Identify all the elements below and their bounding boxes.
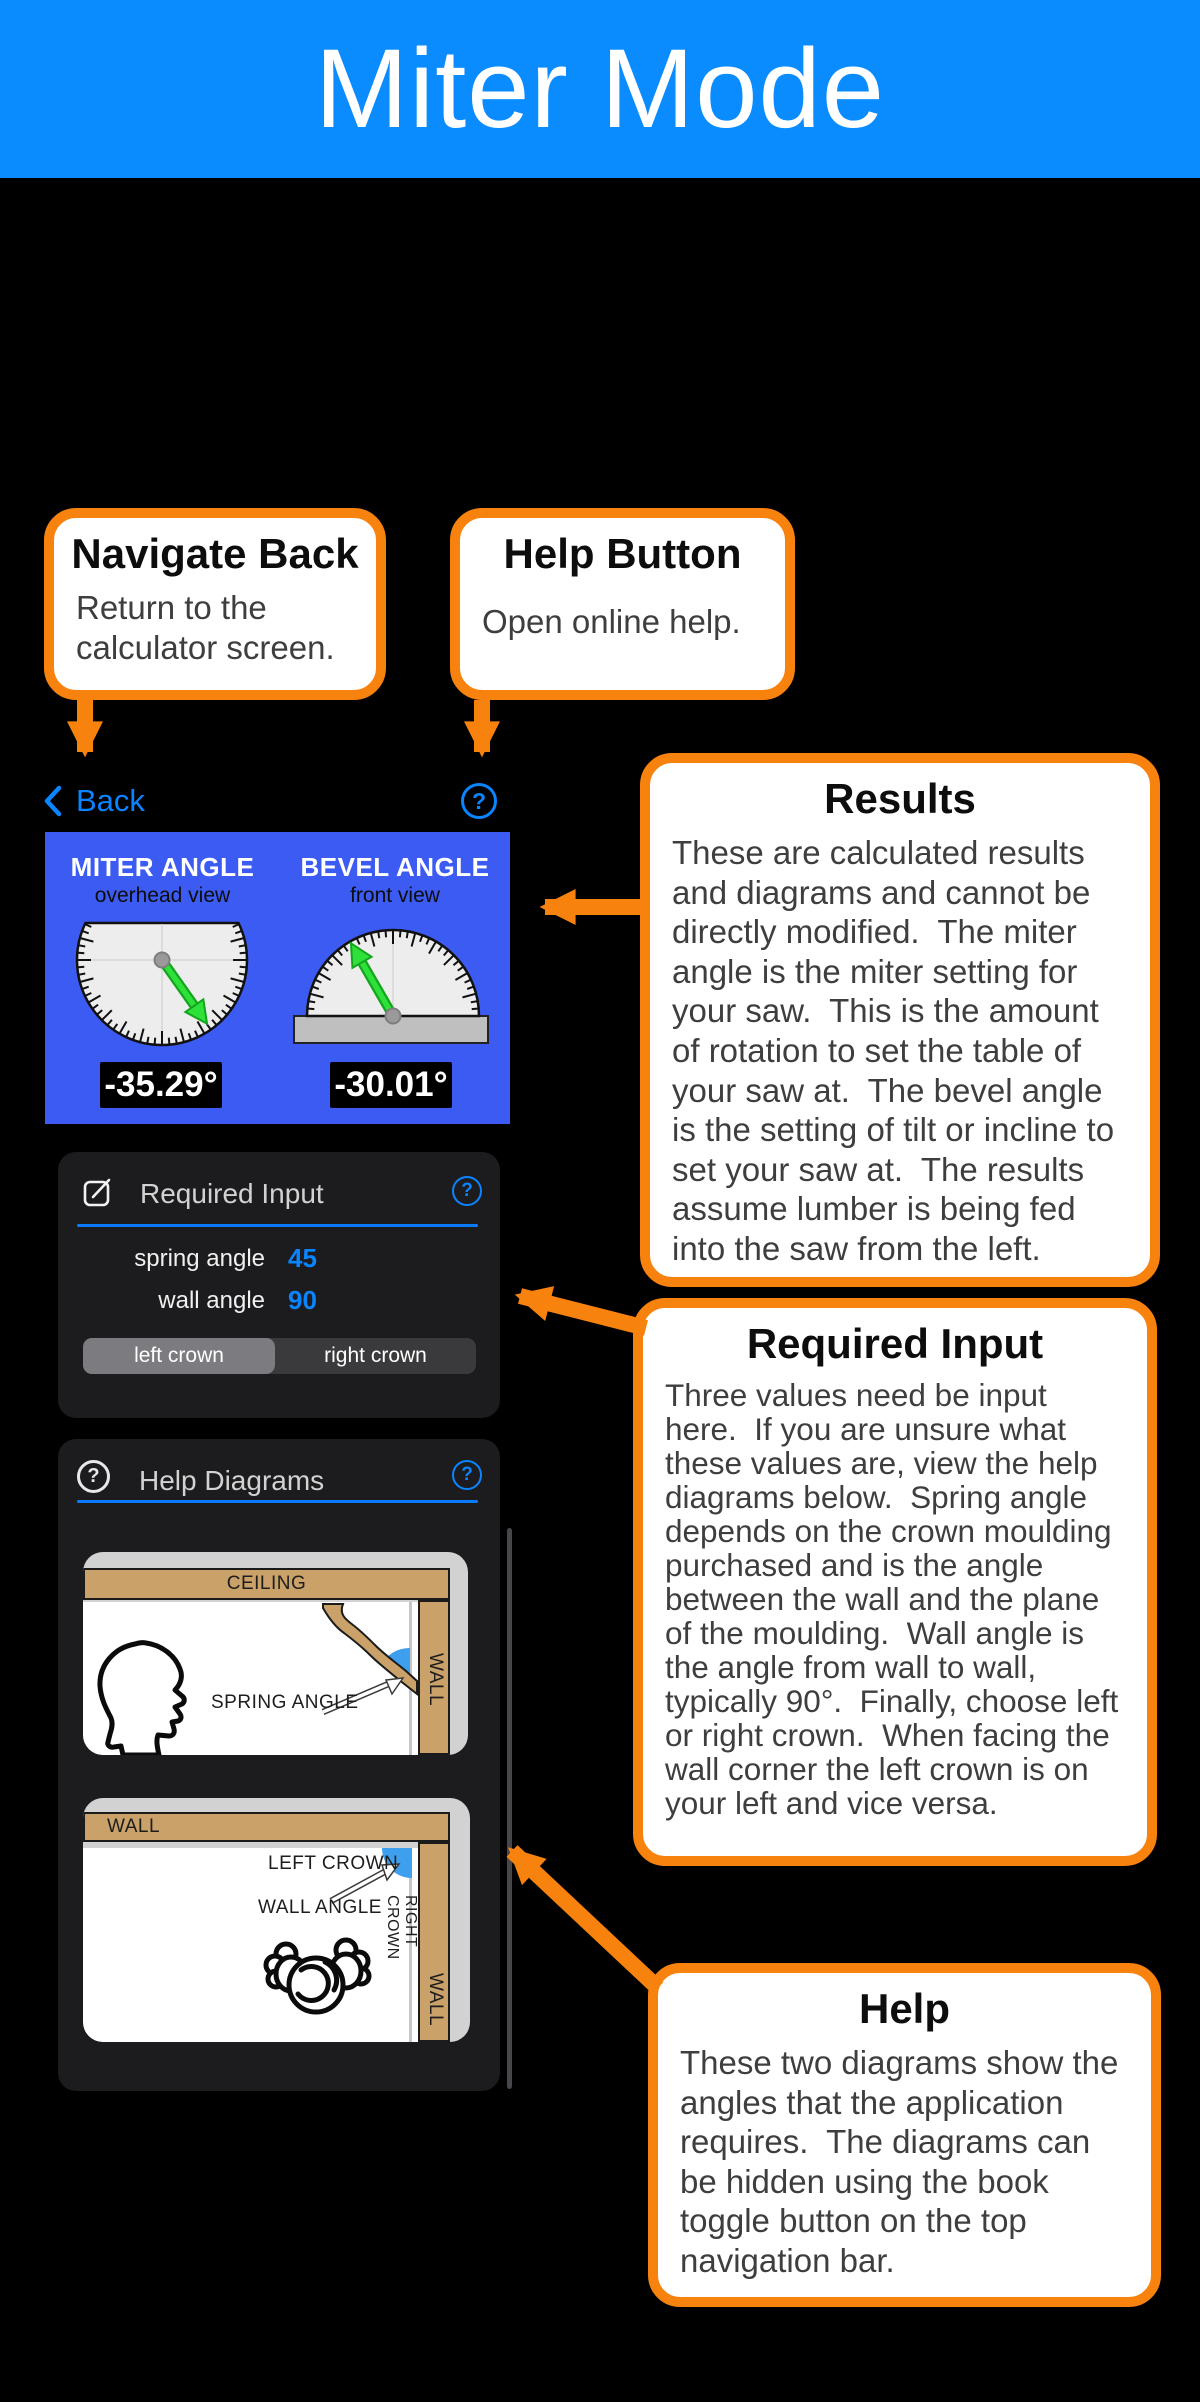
back-button[interactable] [42,782,172,822]
spring-angle-diagram [83,1552,468,1755]
arrow-help-diagrams [512,1851,658,1988]
panel-title: Help Diagrams [139,1465,325,1496]
divider [77,1224,478,1227]
wall-top-label: WALL [107,1816,161,1837]
spring-angle-value[interactable]: 45 [288,1243,317,1273]
wall-label: WALL [425,1653,446,1707]
help-diagrams-icon: ? [77,1460,110,1493]
callout-help [648,1963,1161,2307]
bevel-angle-value: -30.01° [330,1062,452,1108]
back-button-label: Back [76,783,145,818]
left-crown-label: LEFT CROWN [268,1853,399,1874]
wall-angle-label: WALL ANGLE [258,1897,382,1918]
callout-title: Required Input [746,1320,1044,1367]
title-banner [0,0,1200,178]
callout-help-button [450,508,795,700]
callout-body: Three values need be input here. If you are unsure what these values are, view the help diagrams below. Spring angle depends on the crown moulding purchased and is the angle between the wall and the plane of the moulding. Wall angle is the angle from wall to wall, typically 90°. Finally, choose left or right crown. When facing the wall corner the left crown is on your left and vice versa. [665,1377,1127,1822]
callout-title: Help [858,1985,950,2032]
bevel-angle-title: BEVEL ANGLE [300,852,490,882]
panel-help-icon[interactable]: ? [452,1176,482,1206]
callout-body: Return to the calculator screen. [76,589,335,666]
arrow-required-input [520,1296,646,1328]
scrollbar[interactable] [507,1528,512,2089]
spring-angle-annotation: SPRING ANGLE [211,1692,359,1713]
callout-body: These two diagrams show the angles that the application requires. The diagrams can be hidden using the book toggle button on the top navigation bar. [680,2044,1128,2280]
miter-angle-value: -35.29° [100,1062,222,1108]
miter-angle-subtitle: overhead view [94,884,231,907]
compose-icon [82,1176,114,1208]
spring-diagram-drawing [83,1552,468,1755]
bevel-angle-subtitle: front view [350,884,440,907]
wall-angle-label: wall angle [158,1287,265,1314]
spring-angle-label: spring angle [134,1245,265,1272]
callout-title: Results [824,775,976,822]
nav-help-icon[interactable]: ? [461,783,497,819]
crown-segmented-control [83,1338,476,1374]
panel-title: Required Input [140,1178,324,1209]
wall-angle-diagram [83,1798,470,2042]
miter-angle-title: MITER ANGLE [70,852,255,882]
callout-required-input [633,1298,1157,1866]
callout-title: Help Button [503,530,742,577]
callout-body: Open online help. [482,603,741,641]
results-panel [45,832,510,1124]
required-input-panel [58,1152,500,1418]
segment-left-crown[interactable]: left crown [83,1338,275,1374]
page-title: Miter Mode [314,26,886,151]
callout-body: These are calculated results and diagrams and cannot be directly modified. The miter angle is the miter setting for your saw. This is the amount of rotation to set the table of your saw at. The bevel angle is the setting of tilt or incline to set your saw at. The results assume lumber is being fed into the saw from the left. [672,834,1124,1268]
divider [77,1500,478,1503]
callout-results [640,753,1160,1287]
chevron-left-icon [42,785,64,817]
callout-navigate-back [44,508,386,700]
wall-angle-value[interactable]: 90 [288,1285,317,1315]
right-crown-label: RIGHT CROWN [384,1895,419,1960]
segment-right-crown[interactable]: right crown [324,1344,427,1367]
wall-right-label: WALL [425,1973,446,2027]
panel-help-icon[interactable]: ? [452,1460,482,1490]
help-diagrams-panel [58,1439,500,2091]
ceiling-label: CEILING [226,1573,307,1594]
callout-title: Navigate Back [71,530,359,577]
